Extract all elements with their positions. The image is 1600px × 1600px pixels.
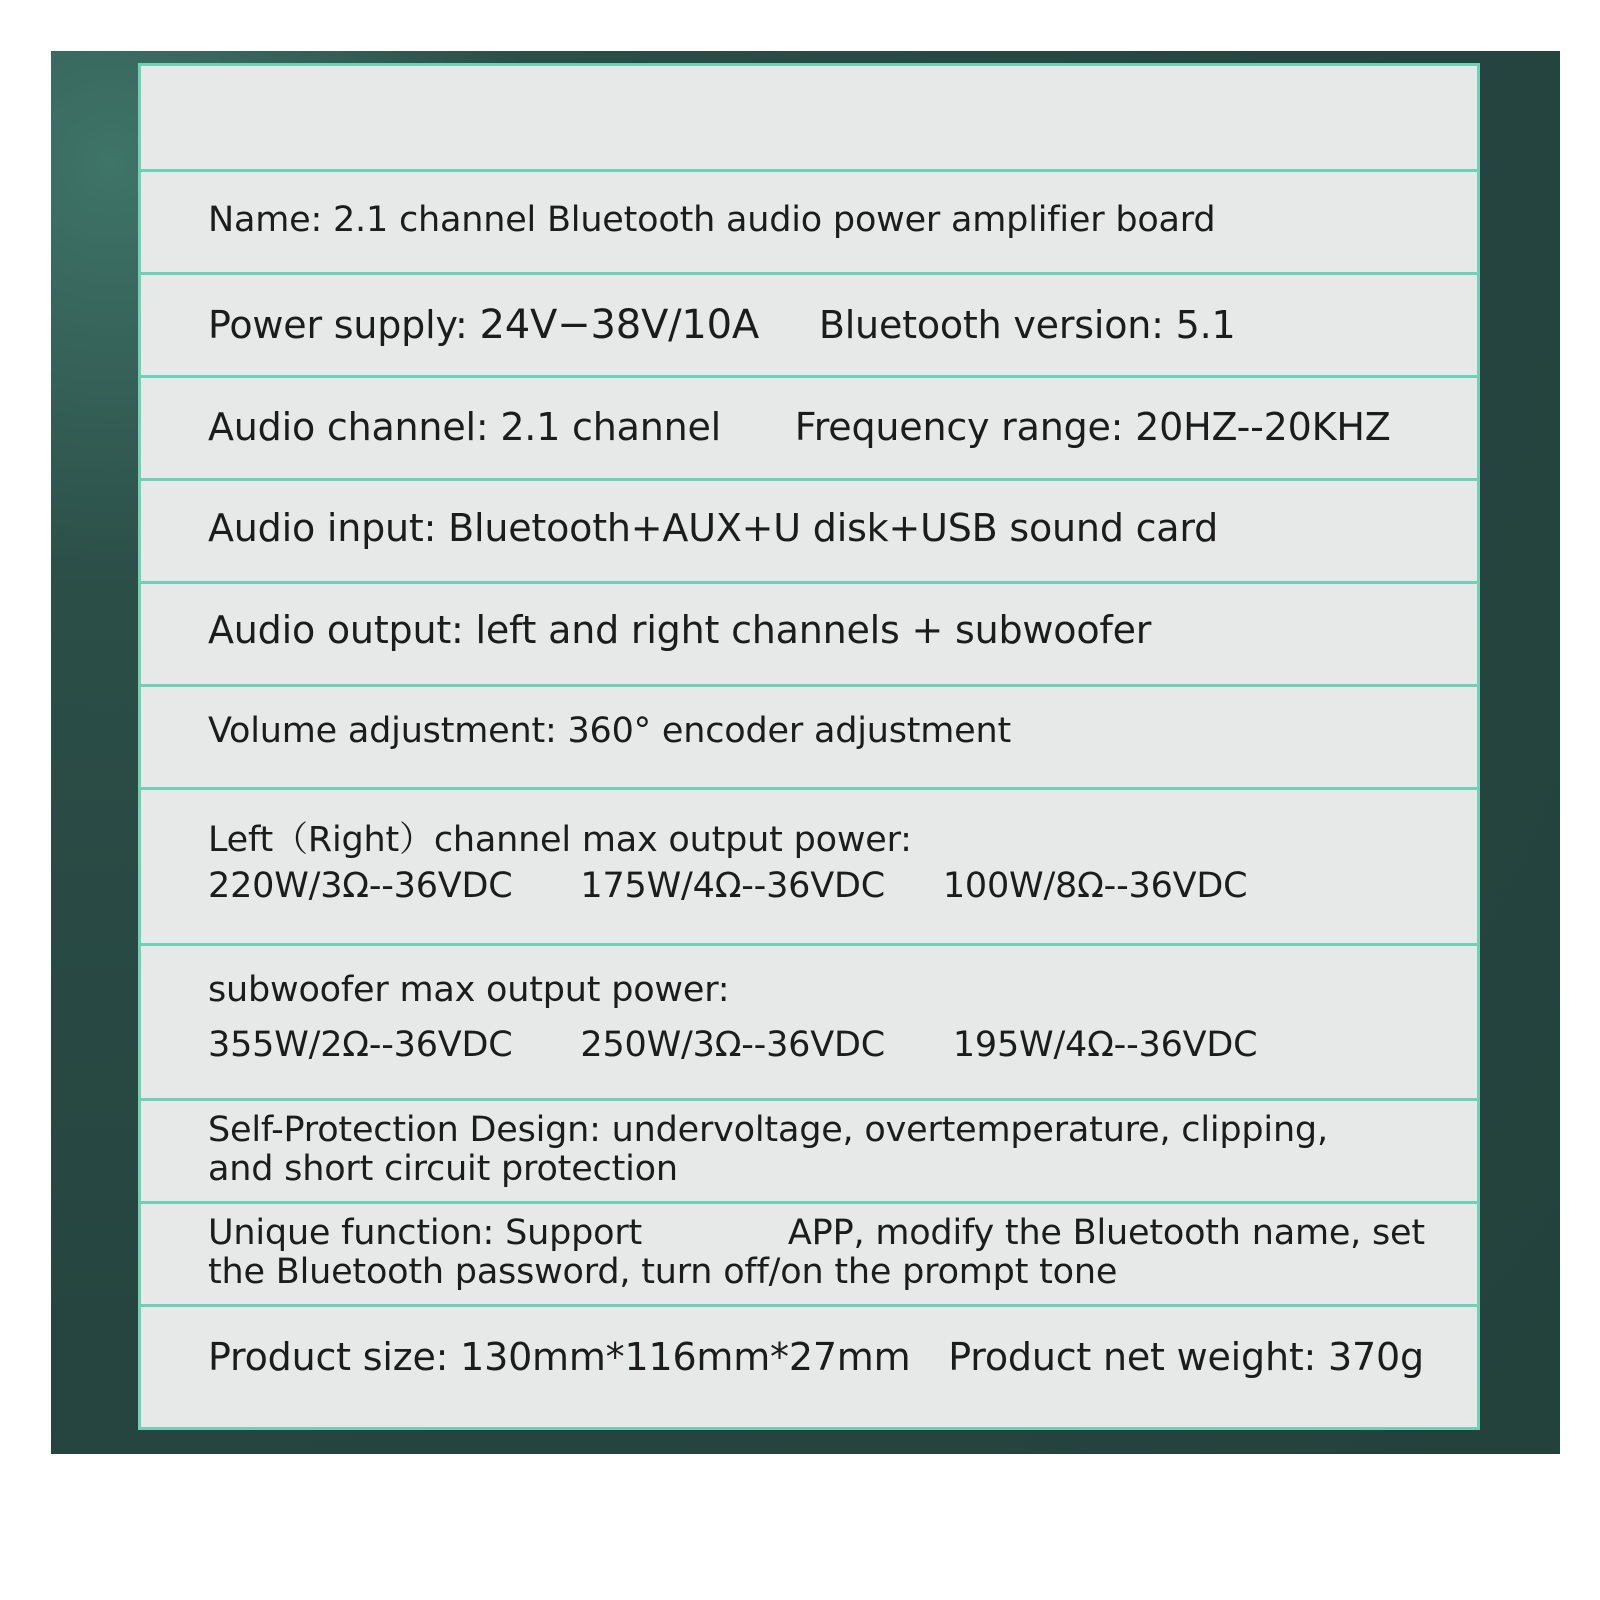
spec-row-protection <box>141 1098 1477 1201</box>
blank-row <box>141 66 1477 169</box>
redacted-app-name <box>653 1217 777 1251</box>
bluetooth-version: Bluetooth version: 5.1 <box>818 303 1236 347</box>
spec-row-lr-power <box>141 787 1477 943</box>
power-supply-value: 24V−38V/10A <box>479 302 760 348</box>
power-supply-label: Power supply: <box>208 303 468 347</box>
sub-power-2ohm: 355W/2Ω--36VDC <box>208 1025 513 1065</box>
spec-row-unique <box>141 1201 1477 1304</box>
lr-power-8ohm: 100W/8Ω--36VDC <box>942 866 1248 906</box>
lr-power-3ohm: 220W/3Ω--36VDC <box>208 866 513 906</box>
audio-input: Audio input: Bluetooth+AUX+U disk+USB sound card <box>208 506 1219 550</box>
spec-row-sub-power <box>141 943 1477 1098</box>
spec-row-size <box>141 1304 1477 1427</box>
audio-output: Audio output: left and right channels + subwoofer <box>208 608 1152 652</box>
spec-row-output <box>141 581 1477 684</box>
spec-row-volume <box>141 684 1477 787</box>
spec-name: Name: 2.1 channel Bluetooth audio power amplifier board <box>208 200 1216 240</box>
spec-row-input <box>141 478 1477 581</box>
unique-function-suffix: APP, modify the Bluetooth name, set <box>787 1213 1425 1253</box>
sub-power-3ohm: 250W/3Ω--36VDC <box>580 1025 885 1065</box>
protection-line-1: Self-Protection Design: undervoltage, overtemperature, clipping, <box>208 1110 1328 1150</box>
lr-power-title: Left（Right）channel max output power: <box>208 820 912 860</box>
frequency-range: Frequency range: 20HZ--20KHZ <box>794 405 1391 449</box>
sub-power-title: subwoofer max output power: <box>208 970 730 1010</box>
audio-channel: Audio channel: 2.1 channel <box>208 405 722 449</box>
lr-power-4ohm: 175W/4Ω--36VDC <box>580 866 885 906</box>
volume-adjustment: Volume adjustment: 360° encoder adjustment <box>208 711 1012 751</box>
spec-row-name <box>141 169 1477 272</box>
protection-line-2: and short circuit protection <box>208 1149 678 1189</box>
product-net-weight: Product net weight: 370g <box>948 1335 1424 1379</box>
spec-row-power <box>141 272 1477 375</box>
unique-function-line-2: the Bluetooth password, turn off/on the prompt tone <box>208 1252 1118 1292</box>
sub-power-4ohm: 195W/4Ω--36VDC <box>952 1025 1258 1065</box>
spec-sheet <box>138 63 1480 1430</box>
product-size: Product size: 130mm*116mm*27mm <box>208 1335 911 1379</box>
spec-row-channel <box>141 375 1477 478</box>
unique-function-prefix: Unique function: Support <box>208 1213 643 1253</box>
